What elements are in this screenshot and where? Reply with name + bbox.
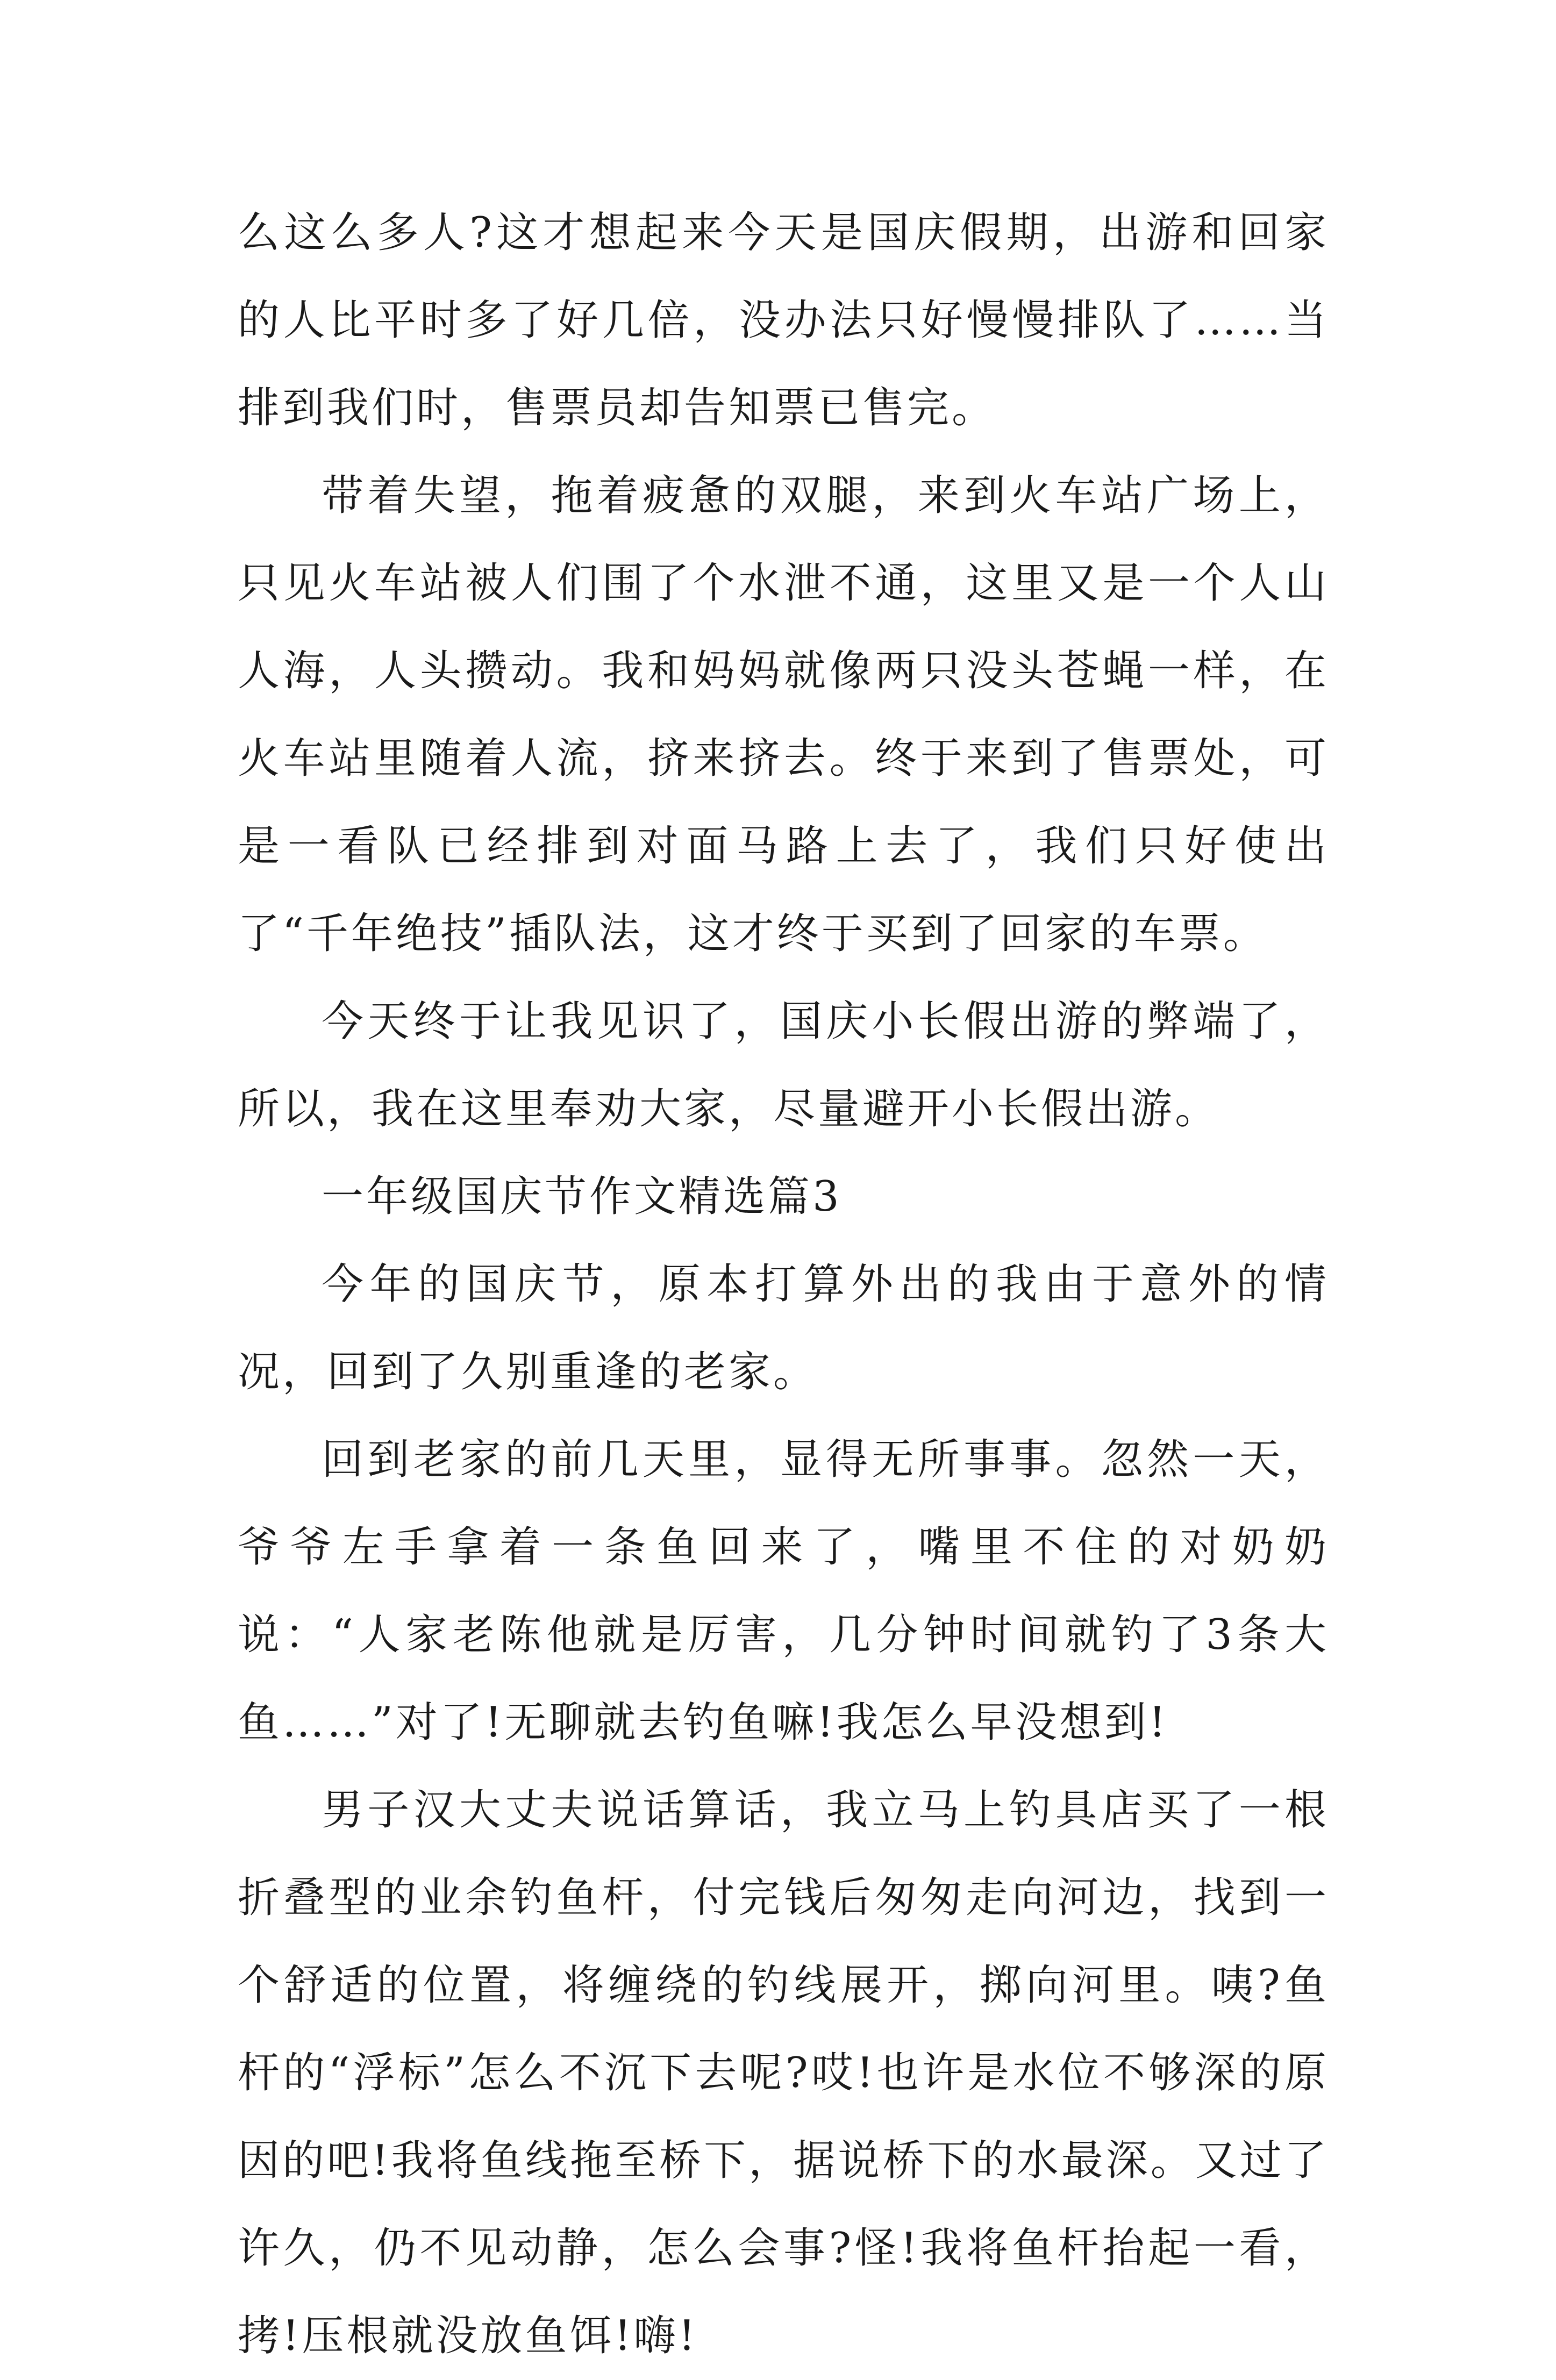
paragraph-3: 今天终于让我见识了，国庆小长假出游的弊端了，所以，我在这里奉劝大家，尽量避开小长假出游。 — [238, 997, 1329, 1133]
paragraph-1: 么这么多人?这才想起来今天是国庆假期，出游和回家的人比平时多了好几倍，没办法只好慢慢排队了……当排到我们时，售票员却告知票已售完。 — [238, 209, 1329, 432]
paragraph-4: 今年的国庆节，原本打算外出的我由于意外的情况，回到了久别重逢的老家。 — [238, 1260, 1329, 1396]
paragraph-6: 男子汉大丈夫说话算话，我立马上钓具店买了一根折叠型的业余钓鱼杆，付完钱后匆匆走向河边，找到一个舒适的位置，将缠绕的钓线展开，掷向河里。咦?鱼杆的“浮标”怎么不沉下去呢?哎!也许是水位不够深的原因的吧!我将鱼线拖至桥下，据说桥下的水最深。又过了许久，仍不见动静，怎么会事?怪!我将鱼杆抬起一看，拷!压根就没放鱼饵!嗨! — [238, 1786, 1329, 2360]
paragraph-5: 回到老家的前几天里，显得无所事事。忽然一天，爷爷左手拿着一条鱼回来了，嘴里不住的对奶奶说：“人家老陈他就是厉害，几分钟时间就钓了3条大鱼……”对了!无聊就去钓鱼嘛!我怎么早没想到! — [238, 1435, 1329, 1747]
paragraph-2: 带着失望，拖着疲惫的双腿，来到火车站广场上，只见火车站被人们围了个水泄不通，这里又是一个人山人海，人头攒动。我和妈妈就像两只没头苍蝇一样，在火车站里随着人流，挤来挤去。终于来到了售票处，可是一看队已经排到对面马路上去了，我们只好使出了“千年绝技”插队法，这才终于买到了回家的车票。 — [238, 471, 1329, 958]
section-heading: 一年级国庆节作文精选篇3 — [322, 1173, 842, 1221]
document-body — [238, 189, 1329, 2380]
